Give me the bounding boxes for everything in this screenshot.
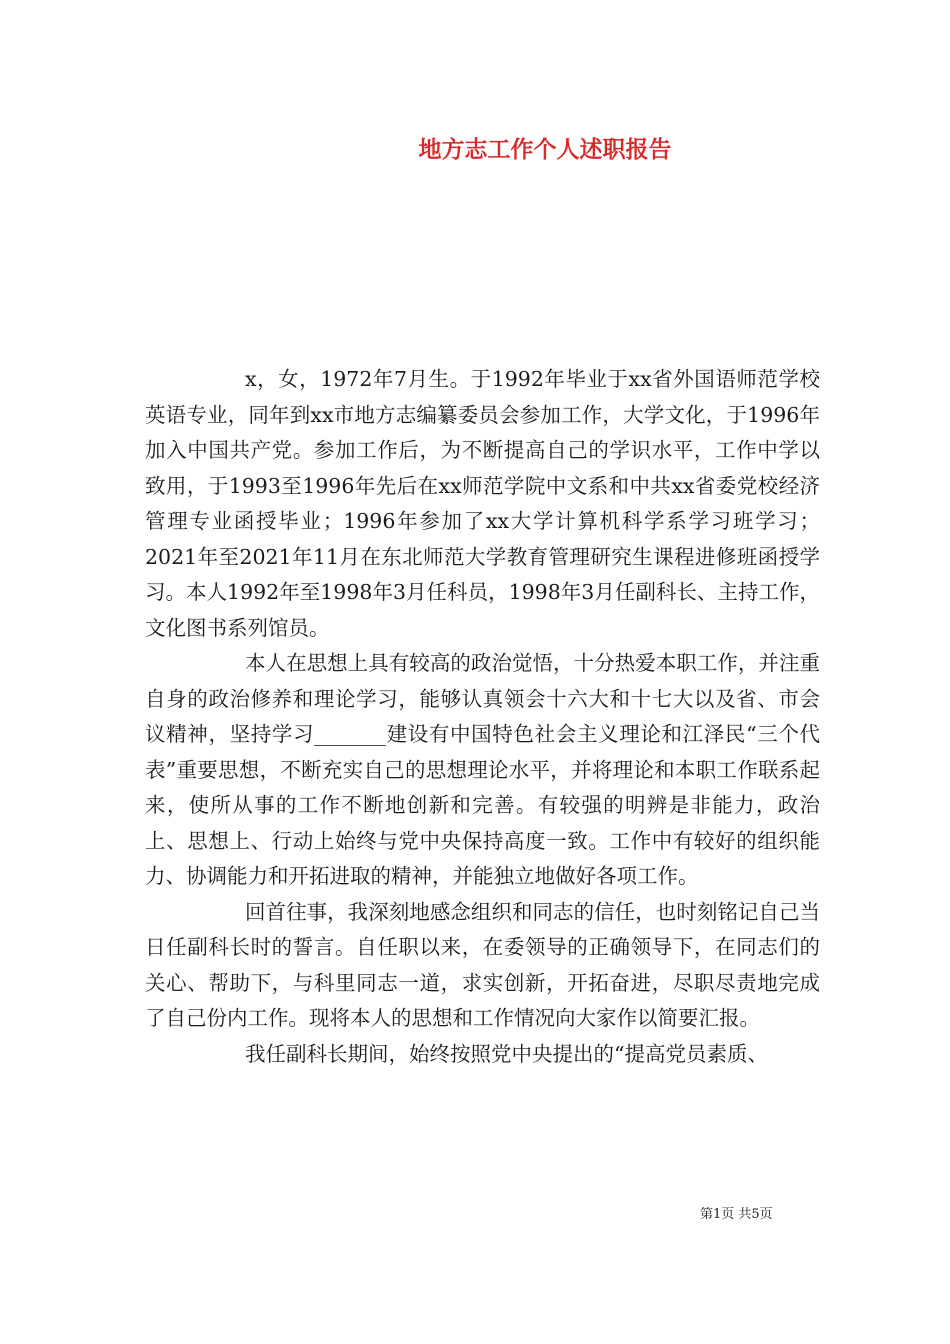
document-title: 地方志工作个人述职报告 bbox=[418, 136, 672, 163]
paragraph-biography: x，女，1972年7月生。于1992年毕业于xx省外国语师范学校英语专业，同年到xx市地方志编纂委员会参加工作，大学文化，于1996年加入中国共产党。参加工作后，为不断提高自己的学识水平，工作中学以致用，于1993至1996年先后在xx师范学院中文系和中共xx省委党校经济管理专业函授毕业；1996年参加了xx大学计算机科学系学习班学习；2021年至2021年11月在东北师范大学教育管理研究生课程进修班函授学习。本人1992年至1998年3月任科员，1998年3月任副科长、主持工作，文化图书系列馆员。 bbox=[145, 367, 820, 640]
paragraph-deputy-chief-tenure: 我任副科长期间，始终按照党中央提出的“提高党员素质、 bbox=[245, 1041, 768, 1066]
paragraph-reflection: 回首往事，我深刻地感念组织和同志的信任，也时刻铭记自己当日任副科长时的誓言。自任职以来，在委领导的正确领导下，在同志们的关心、帮助下，与科里同志一道，求实创新，开拓奋进，尽职尽责地完成了自己份内工作。现将本人的思想和工作情况向大家作以简要汇报。 bbox=[145, 899, 820, 1030]
document-body bbox=[145, 362, 820, 1072]
paragraph-political-thought: 本人在思想上具有较高的政治觉悟，十分热爱本职工作，并注重自身的政治修养和理论学习，能够认真领会十六大和十七大以及省、市会议精神，坚持学习_______建设有中国特色社会主义理论和江泽民“三个代表”重要思想，不断充实自己的思想理论水平，并将理论和本职工作联系起来，使所从事的工作不断地创新和完善。有较强的明辨是非能力，政治上、思想上、行动上始终与党中央保持高度一致。工作中有较好的组织能力、协调能力和开拓进取的精神，并能独立地做好各项工作。 bbox=[145, 651, 820, 888]
page-footer: 第1页 共5页 bbox=[700, 1207, 773, 1222]
